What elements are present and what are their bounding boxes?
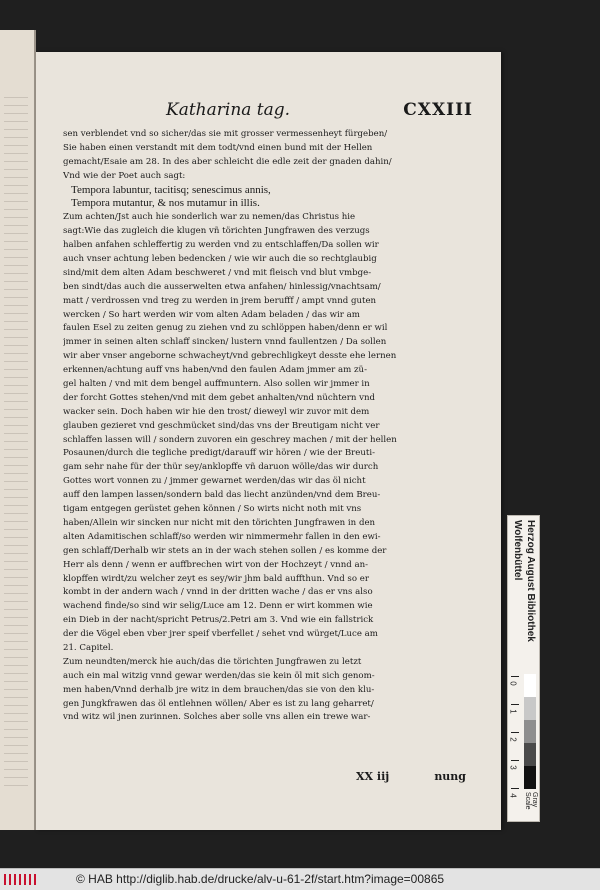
catchword: nung bbox=[434, 770, 466, 783]
ruler-number: 3 bbox=[508, 765, 518, 770]
text-line: klopffen wirdt/zu welcher zeyt es sey/wir jhm bald auffthun. Vnd so er bbox=[63, 573, 369, 584]
text-line: matt / verdrossen vnd treg zu werden in jrem berufff / ampt vnnd guten bbox=[63, 295, 377, 306]
grey-swatch bbox=[524, 674, 536, 697]
footer-bar bbox=[0, 868, 600, 890]
text-line: vnd witz wil jnen zurinnen. Solches aber solle vns allen ein trewe war- bbox=[63, 712, 371, 723]
ruler-number: 1 bbox=[508, 709, 518, 714]
text-line: ein Dieb in der nacht/spricht Petrus/2.Petri am 3. Vnd wie ein fallstrick bbox=[63, 615, 374, 626]
text-line: der die Vögel eben vber jrer speif vberfellet / sehet vnd würget/Luce am bbox=[63, 629, 378, 640]
grey-scale-label: Gray Scale bbox=[524, 792, 538, 810]
folio-number: CXXIII bbox=[403, 100, 473, 120]
text-line: sen verblendet vnd so sicher/das sie mit grosser vermessenheyt fürgeben/ bbox=[63, 129, 388, 139]
grey-swatch bbox=[524, 720, 536, 743]
text-line: gen Jungkfrawen das öl entlehnen wöllen/ Aber es ist zu lang geharret/ bbox=[63, 698, 374, 709]
text-line: auch ein mal witzig vnnd gewar werden/das sie kein öl mit sich genom- bbox=[63, 670, 375, 681]
ruler-tick bbox=[511, 676, 519, 677]
library-color-strip bbox=[507, 515, 540, 822]
ruler-tick bbox=[511, 704, 519, 705]
text-line: 21. Capitel. bbox=[63, 642, 114, 653]
text-line: alten Adamitischen schlaff/so werden wir nimmermehr fallen in den ewi- bbox=[63, 531, 381, 542]
ruler-number: 4 bbox=[508, 793, 518, 798]
text-line: der forcht Gottes stehen/vnd mit dem gebet anhalten/vnd nüchtern vnd bbox=[63, 392, 376, 403]
library-name: Herzog August Bibliothek Wolfenbüttel bbox=[512, 520, 536, 642]
text-line: wachend finde/so sind wir selig/Luce am 12. Denn er wirt kommen wie bbox=[63, 601, 373, 612]
body-text bbox=[63, 128, 459, 725]
ruler-number: 2 bbox=[508, 737, 518, 742]
facing-page-edge bbox=[0, 30, 36, 830]
text-line: auff den lampen lassen/sondern bald das liecht anzünden/vnd dem Breu- bbox=[63, 490, 381, 501]
text-line: erkennen/achtung auff vns haben/vnd den faulen Adam jmmer am zü- bbox=[63, 365, 367, 376]
latin-verse-line: Tempora labuntur, tacitisq; senescimus annis, bbox=[71, 183, 271, 196]
grey-swatch bbox=[524, 697, 536, 720]
text-line: Herr als denn / wenn er auffbrechen wirt von der Hochzeyt / vnnd an- bbox=[63, 559, 369, 570]
ruler-tick bbox=[511, 732, 519, 733]
text-line: wercken / So hart werden wir vom alten Adam beladen / das wir am bbox=[63, 309, 360, 320]
text-line: gam sehr nahe für der thür sey/anklopffe vñ daruon wölle/das wir durch bbox=[63, 462, 379, 473]
text-line: sind/mit dem alten Adam beschweret / vnd mit fleisch vnd blut vmbge- bbox=[63, 267, 372, 278]
text-line: ben sindt/das auch die ausserwelten etwa anfahen/ hinlessig/vnachtsam/ bbox=[63, 281, 381, 292]
hab-logo-icon bbox=[4, 872, 44, 887]
text-line: schlaffen lassen will / sondern zuvoren ein geschrey machen / mit der hellen bbox=[63, 434, 397, 445]
text-line: Posaunen/durch die tegliche predigt/darauff wir hören / wie der Breuti- bbox=[63, 448, 375, 459]
text-line: faulen Esel zu zeiten genug zu ziehen vnd zu schlöppen haben/denn er wil bbox=[63, 323, 388, 334]
text-line: kombt in der andern wach / vnnd in der dritten wache / das er vns also bbox=[63, 587, 373, 598]
text-line: gen schlaff/Derhalb wir stets an in der wach stehen sollen / es komme der bbox=[63, 545, 387, 556]
ruler-tick bbox=[511, 760, 519, 761]
running-head: Katharina tag. bbox=[166, 100, 291, 120]
text-line: sagt:Wie das zugleich die klugen vñ törichten Jungfrawen des verzugs bbox=[63, 226, 370, 237]
text-line: jmmer in seinen alten schlaff sincken/ lustern vnnd faullentzen / Da sollen bbox=[63, 337, 387, 348]
grey-swatch bbox=[524, 743, 536, 766]
ruler-number: 0 bbox=[508, 681, 518, 686]
text-line: Vnd wie der Poet auch sagt: bbox=[63, 170, 186, 181]
text-line: glauben gezieret vnd geschmücket sind/das vns der Breutigam nicht ver bbox=[63, 420, 380, 431]
text-line: gemacht/Esaie am 28. In des aber schleicht die edle zeit der gnaden dahin/ bbox=[63, 156, 392, 167]
text-line: Zum achten/Jst auch hie sonderlich war zu nemen/das Christus hie bbox=[63, 212, 356, 223]
book-page bbox=[36, 52, 501, 830]
text-line: tigam entgegen gerüstet gehen können / So wirts nicht noth mit vns bbox=[63, 504, 362, 515]
latin-verse-line: Tempora mutantur, & nos mutamur in illis. bbox=[71, 197, 260, 210]
ruler-scale bbox=[508, 676, 523, 798]
text-line: haben/Allein wir sincken nur nicht mit den törichten Jungfrawen in den bbox=[63, 517, 376, 528]
text-line: gel halten / vnd mit dem bengel auffmuntern. Also sollen wir jmmer in bbox=[63, 379, 370, 390]
signature-mark: XX iij bbox=[356, 770, 390, 783]
text-line: wir aber vnser angeborne schwacheyt/vnd gebrechligkeyt desste ehe lernen bbox=[63, 351, 397, 362]
text-line: Sie haben einen verstandt mit dem todt/vnd einen bund mit der Hellen bbox=[63, 142, 373, 153]
text-line: Gottes wort vonnen zu / jmmer gewarnet werden/das wir das öl nicht bbox=[63, 476, 366, 487]
catch-row bbox=[356, 770, 466, 786]
ruler-tick bbox=[511, 788, 519, 789]
text-line: auch vnser achtung leben bedencken / wie wir auch die so rechtglaubig bbox=[63, 254, 377, 265]
text-line: Zum neundten/merck hie auch/das die törichten Jungfrawen zu letzt bbox=[63, 656, 362, 667]
text-line: men haben/Vnnd derhalb jre witz in dem brauchen/das sie von den klu- bbox=[63, 684, 375, 695]
page-header bbox=[166, 100, 481, 126]
text-line: wacker sein. Doch haben wir hie den trost/ dieweyl wir zuvor mit dem bbox=[63, 406, 370, 417]
grey-swatch bbox=[524, 766, 536, 789]
footer-copyright-link[interactable]: © HAB http://diglib.hab.de/drucke/alv-u-61-2f/start.htm?image=00865 bbox=[76, 872, 445, 886]
text-line: halben anfahen schleffertig zu werden vnd zu entschlaffen/Da sollen wir bbox=[63, 240, 379, 251]
grey-scale-swatches bbox=[524, 674, 536, 789]
